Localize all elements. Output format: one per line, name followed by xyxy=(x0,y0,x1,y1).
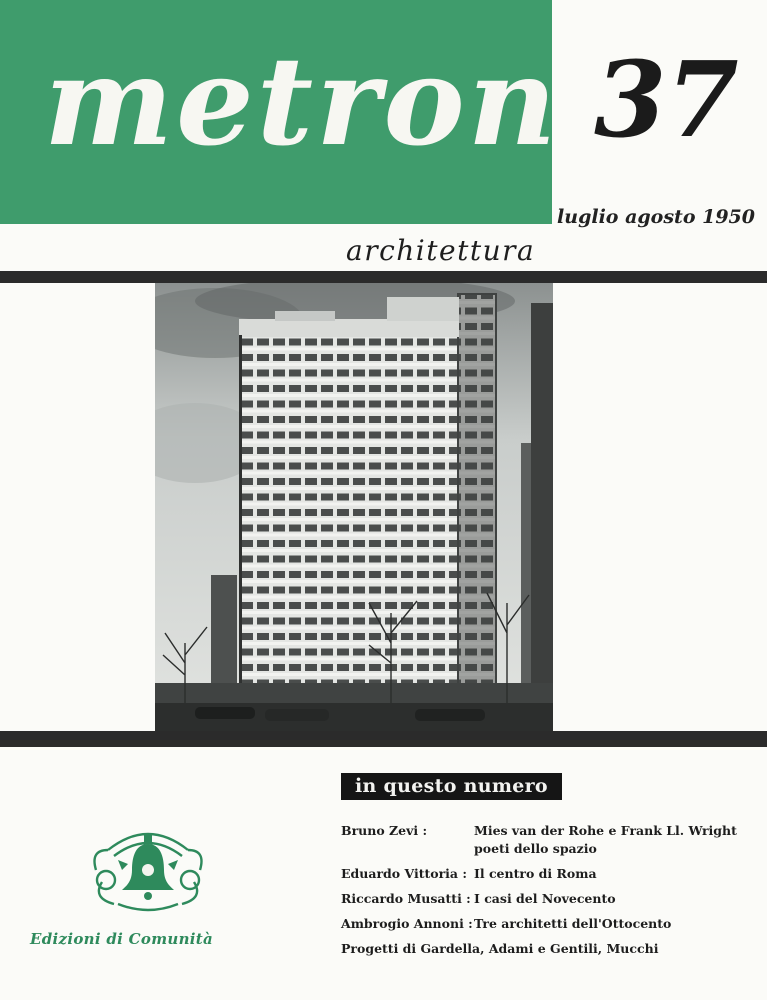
toc-title: Tre architetti dell'Ottocento xyxy=(474,916,672,931)
toc-author: Eduardo Vittoria : xyxy=(341,866,467,881)
issue-number: 37 xyxy=(594,38,739,161)
tower-building-image xyxy=(155,283,553,731)
publisher-name: Edizioni di Comunità xyxy=(30,930,214,948)
toc-author: Ambrogio Annoni : xyxy=(341,916,473,931)
masthead-band xyxy=(0,0,560,224)
bottom-rule xyxy=(0,731,767,747)
magazine-subtitle: architettura xyxy=(346,234,536,267)
cover-photo xyxy=(155,283,553,731)
toc-projects-line: Progetti di Gardella, Adami e Gentili, Mucchi xyxy=(341,941,659,956)
toc-entry xyxy=(341,915,751,933)
toc-entry xyxy=(341,890,751,908)
bell-emblem-icon xyxy=(88,820,208,916)
toc-entry xyxy=(341,822,751,858)
toc-title: Mies van der Rohe e Frank Ll. Wright poeti dello spazio xyxy=(474,823,737,856)
contents-heading: in questo numero xyxy=(341,773,562,800)
toc-title: Il centro di Roma xyxy=(474,866,597,881)
table-of-contents xyxy=(341,822,751,958)
publisher-emblem xyxy=(88,820,208,916)
toc-author: Bruno Zevi : xyxy=(341,823,428,838)
magazine-title: metron xyxy=(44,29,560,173)
top-rule xyxy=(0,271,767,283)
issue-date: luglio agosto 1950 xyxy=(557,206,755,228)
toc-author: Riccardo Musatti : xyxy=(341,891,471,906)
toc-entry xyxy=(341,865,751,883)
toc-title: I casi del Novecento xyxy=(474,891,616,906)
